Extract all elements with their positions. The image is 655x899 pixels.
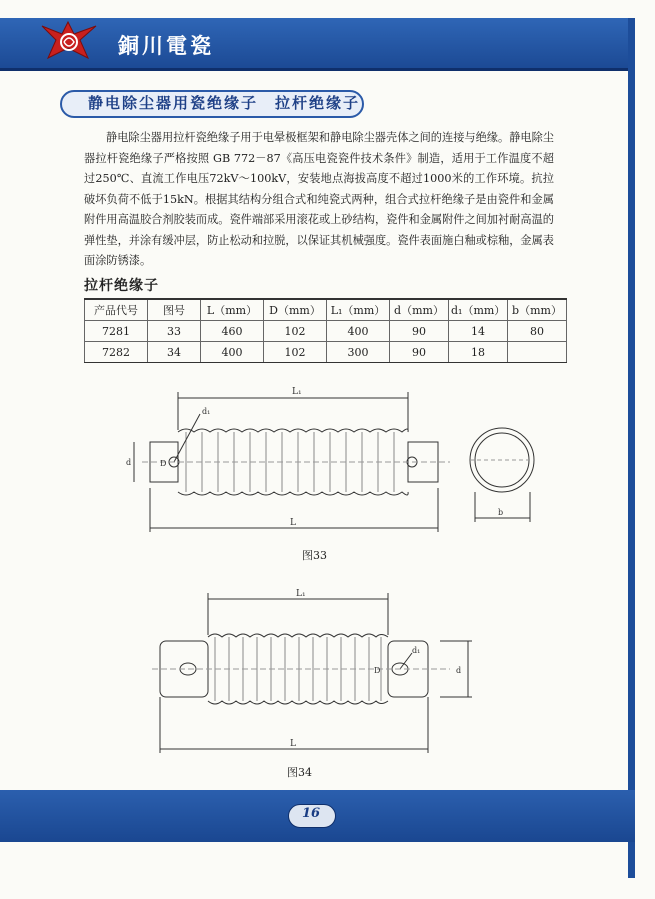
table-header-row <box>85 299 567 321</box>
table-cell: 18 <box>449 342 508 363</box>
table-cell: 400 <box>201 342 264 363</box>
page-number: 16 <box>301 806 321 821</box>
table-cell: 102 <box>264 321 327 342</box>
header-right-bar <box>628 18 635 878</box>
fig33-label-D: D <box>160 459 167 468</box>
fig34-label-D: D <box>374 666 381 675</box>
table-cell: 102 <box>264 342 327 363</box>
table-header-cell: b（mm） <box>508 299 567 321</box>
table-header-cell: d（mm） <box>390 299 449 321</box>
description-paragraph: 静电除尘器用拉杆瓷绝缘子用于电晕极框架和静电除尘器壳体之间的连接与绝缘。静电除尘器拉杆瓷绝缘子严格按照 GB 772－87《高压电瓷瓷件技术条件》制造，适用于工作温度不超过250℃、直流工作电压72kV～100kV，安装地点海拔高度不超过1000米的工作环境。抗拉破坏负荷不低于15kN。根据其结构分组合式和纯瓷式两种，组合式拉杆绝缘子是由瓷件和金属附件用高温胶合剂胶装而成。瓷件端部采用滚花或上砂结构，瓷件和金属附件之间加衬耐高温的弹性垫，并涂有缓冲层，防止松动和拉脱，以保证其机械强度。瓷件表面施白釉或棕釉，金属表面涂防锈漆。 <box>84 131 554 267</box>
fig34-label-d: d <box>456 666 462 675</box>
table-cell: 90 <box>390 321 449 342</box>
table-row <box>85 321 567 342</box>
fig33-label-L1: L₁ <box>292 387 302 397</box>
spec-table <box>84 298 567 363</box>
table-header-cell: D（mm） <box>264 299 327 321</box>
table-header-cell: L₁（mm） <box>327 299 390 321</box>
table-cell: 400 <box>327 321 390 342</box>
table-header-cell: 图号 <box>148 299 201 321</box>
company-logo-icon <box>38 20 100 64</box>
table-header-cell: L（mm） <box>201 299 264 321</box>
fig34-label-L1: L₁ <box>296 589 306 599</box>
figure-34-drawing <box>150 585 480 760</box>
fig33-label-d1: d₁ <box>202 407 211 416</box>
fig33-label-d: d <box>126 458 132 467</box>
table-cell: 300 <box>327 342 390 363</box>
figure-33-drawing <box>120 380 560 540</box>
table-cell: 33 <box>148 321 201 342</box>
table-header-cell: d₁（mm） <box>449 299 508 321</box>
table-title: 拉杆绝缘子 <box>84 278 159 294</box>
figure-34-caption: 图34 <box>287 766 312 779</box>
brand-name: 銅川電瓷 <box>118 34 214 58</box>
fig34-label-L: L <box>290 739 296 749</box>
table-row <box>85 342 567 363</box>
table-cell: 7282 <box>85 342 148 363</box>
fig33-label-L: L <box>290 518 296 528</box>
table-header-cell: 产品代号 <box>85 299 148 321</box>
table-cell: 14 <box>449 321 508 342</box>
table-cell <box>508 342 567 363</box>
fig34-label-d1: d₁ <box>412 646 421 655</box>
table-cell: 80 <box>508 321 567 342</box>
table-cell: 460 <box>201 321 264 342</box>
fig33-label-b: b <box>498 508 504 517</box>
table-cell: 34 <box>148 342 201 363</box>
figure-33-caption: 图33 <box>302 549 327 562</box>
table-cell: 7281 <box>85 321 148 342</box>
section-title: 静电除尘器用瓷绝缘子 拉杆绝缘子 <box>88 94 361 112</box>
table-cell: 90 <box>390 342 449 363</box>
